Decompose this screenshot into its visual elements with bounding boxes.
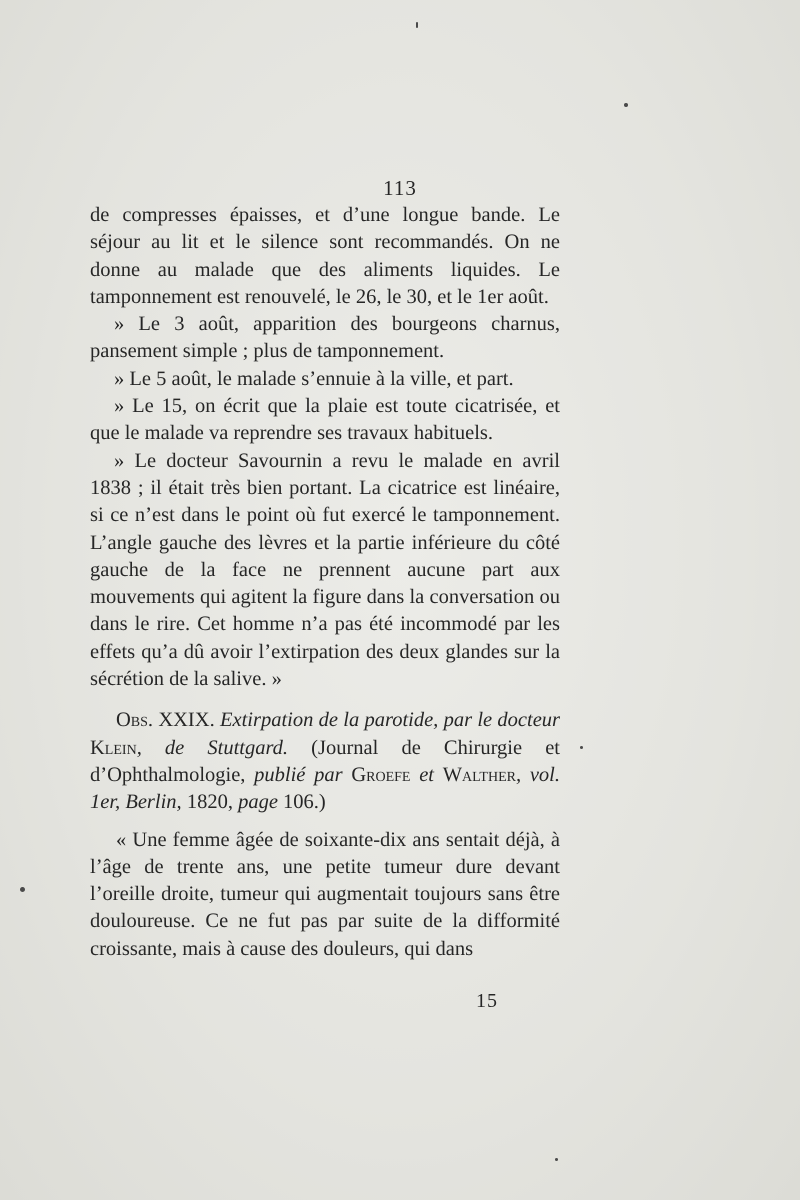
body-text bbox=[90, 202, 560, 963]
author-place: , de Stuttgard. bbox=[136, 736, 289, 759]
paragraph-5: » Le docteur Savournin a revu le malade en avril 1838 ; il était très bien portant. La cicatrice est linéaire, si ce n’est dans le point où fut exercé le tamponnement. L’angle gauche des lèvres et la partie inférieure du côté gauche de la face ne prennent aucune part aux mouvements qui agitent la figure dans la conversation ou dans le rire. Cet homme n’a pas été incommodé par les effets qu’a dû avoir l’extirpation des deux glandes sur la sécrétion de la salive. » bbox=[90, 449, 560, 691]
observation-title: Extirpation de la parotide, par le docteur bbox=[219, 709, 561, 732]
publication-year: 1820, bbox=[181, 791, 239, 814]
ink-speck bbox=[624, 103, 628, 107]
published-by: publié par bbox=[254, 763, 343, 786]
author-name: Klein bbox=[90, 736, 137, 759]
journal-reference: (Journal de Chirurgie et d’Ophthalmologie, bbox=[90, 736, 561, 786]
paragraph-6: « Une femme âgée de soixante-dix ans sentait déjà, à l’âge de trente ans, une petite tumeur dure devant l’oreille droite, tumeur qui augmentait toujours sans être douloureuse. Ce ne fut pas par suite de la difformité croissante, mais à cause des douleurs, qui dans bbox=[90, 828, 560, 960]
ink-speck bbox=[580, 746, 583, 749]
editor-2: Walther bbox=[442, 763, 516, 786]
publication-city: Berlin, bbox=[125, 791, 182, 814]
paragraph-2: » Le 3 août, apparition des bourgeons charnus, pansement simple ; plus de tamponnement. bbox=[90, 313, 560, 363]
paragraph-1: de compresses épaisses, et d’une longue bande. Le séjour au lit et le silence sont recommandés. On ne donne au malade que des aliments liquides. Le tamponnement est renouvelé, le 26, le 30, et le 1er août. bbox=[90, 204, 560, 308]
editor-1: Groefe bbox=[351, 763, 411, 786]
ink-speck bbox=[555, 1158, 558, 1161]
volume-label: , vol. 1er, bbox=[90, 763, 560, 814]
page-label: page bbox=[238, 791, 278, 814]
ink-speck bbox=[20, 887, 25, 892]
paragraph-4: » Le 15, on écrit que la plaie est toute cicatrisée, et que le malade va reprendre ses travaux habituels. bbox=[90, 395, 560, 445]
editor-conjunction: et bbox=[419, 763, 434, 786]
observation-label: Obs. XXIX. bbox=[116, 709, 215, 732]
paragraph-3: » Le 5 août, le malade s’ennuie à la ville, et part. bbox=[114, 367, 514, 390]
ink-speck bbox=[416, 22, 418, 28]
observation-heading bbox=[90, 707, 560, 816]
page-number: 113 bbox=[383, 176, 417, 200]
page-reference: 106.) bbox=[277, 791, 326, 814]
signature-mark: 15 bbox=[476, 990, 498, 1012]
